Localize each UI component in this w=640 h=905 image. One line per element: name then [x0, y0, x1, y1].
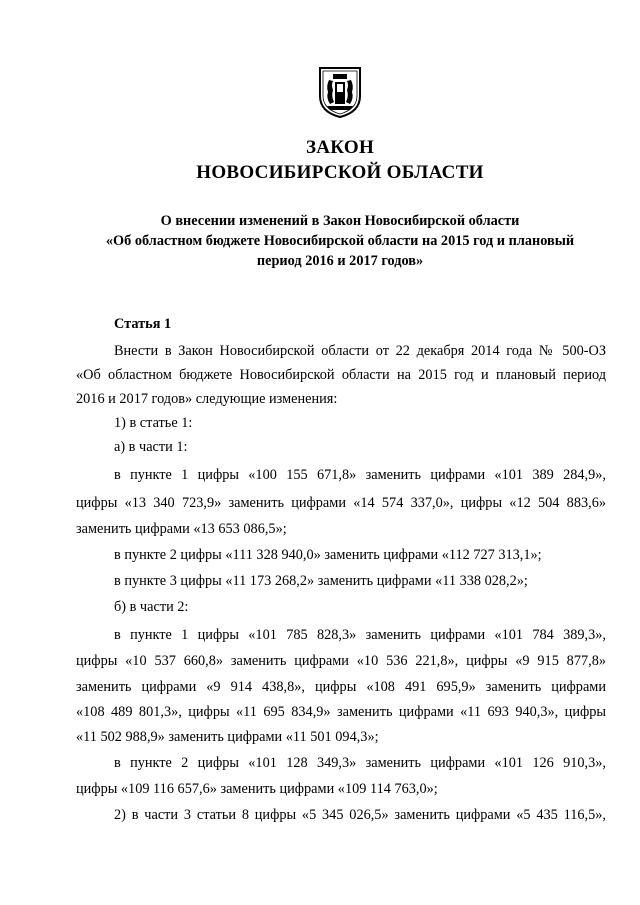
article-heading: Статья 1 [114, 316, 172, 332]
paragraph-line: в пункте 1 цифры «101 785 828,3» заменить цифрами «101 784 389,3», [114, 627, 606, 643]
paragraph-line: 2) в части 3 статьи 8 цифры «5 345 026,5» заменить цифрами «5 435 116,5», [114, 807, 606, 823]
law-subject-line-1: О внесении изменений в Закон Новосибирской области [160, 213, 520, 229]
paragraph-line: заменить цифрами «9 914 438,8», цифры «108 491 695,9» заменить цифрами [76, 679, 606, 695]
law-subject-line-3: период 2016 и 2017 годов» [256, 253, 424, 269]
paragraph-line: б) в части 2: [114, 599, 189, 615]
coat-of-arms-icon [317, 66, 363, 118]
paragraph-line: заменить цифрами «13 653 086,5»; [76, 521, 287, 537]
paragraph-line: «108 489 801,3», цифры «11 695 834,9» заменить цифрами «11 693 940,3», цифры [76, 704, 606, 720]
paragraph-line: 2016 и 2017 годов» следующие изменения: [76, 391, 338, 407]
paragraph-line: в пункте 3 цифры «11 173 268,2» заменить цифрами «11 338 028,2»; [114, 573, 528, 589]
paragraph-line: цифры «13 340 723,9» заменить цифрами «14 574 337,0», цифры «12 504 883,6» [76, 495, 606, 511]
law-region-title: НОВОСИБИРСКОЙ ОБЛАСТИ [196, 162, 484, 183]
paragraph-line: Внести в Закон Новосибирской области от 22 декабря 2014 года № 500-ОЗ [114, 343, 606, 359]
law-subject-line-2: «Об областном бюджете Новосибирской области на 2015 год и плановый [105, 233, 575, 249]
paragraph-line: в пункте 1 цифры «100 155 671,8» заменить цифрами «101 389 284,9», [114, 467, 606, 483]
paragraph-line: в пункте 2 цифры «111 328 940,0» заменить цифрами «112 727 313,1»; [114, 547, 542, 563]
law-title: ЗАКОН [305, 137, 375, 158]
paragraph-line: цифры «109 116 657,6» заменить цифрами «109 114 763,0»; [76, 781, 438, 797]
paragraph-line: а) в части 1: [114, 439, 188, 455]
paragraph-line: «11 502 988,9» заменить цифрами «11 501 094,3»; [76, 729, 379, 745]
paragraph-line: в пункте 2 цифры «101 128 349,3» заменить цифрами «101 126 910,3», [114, 755, 606, 771]
paragraph-line: 1) в статье 1: [114, 415, 193, 431]
paragraph-line: цифры «10 537 660,8» заменить цифрами «10 536 221,8», цифры «9 915 877,8» [76, 653, 606, 669]
paragraph-line: «Об областном бюджете Новосибирской области на 2015 год и плановый период [76, 367, 606, 383]
